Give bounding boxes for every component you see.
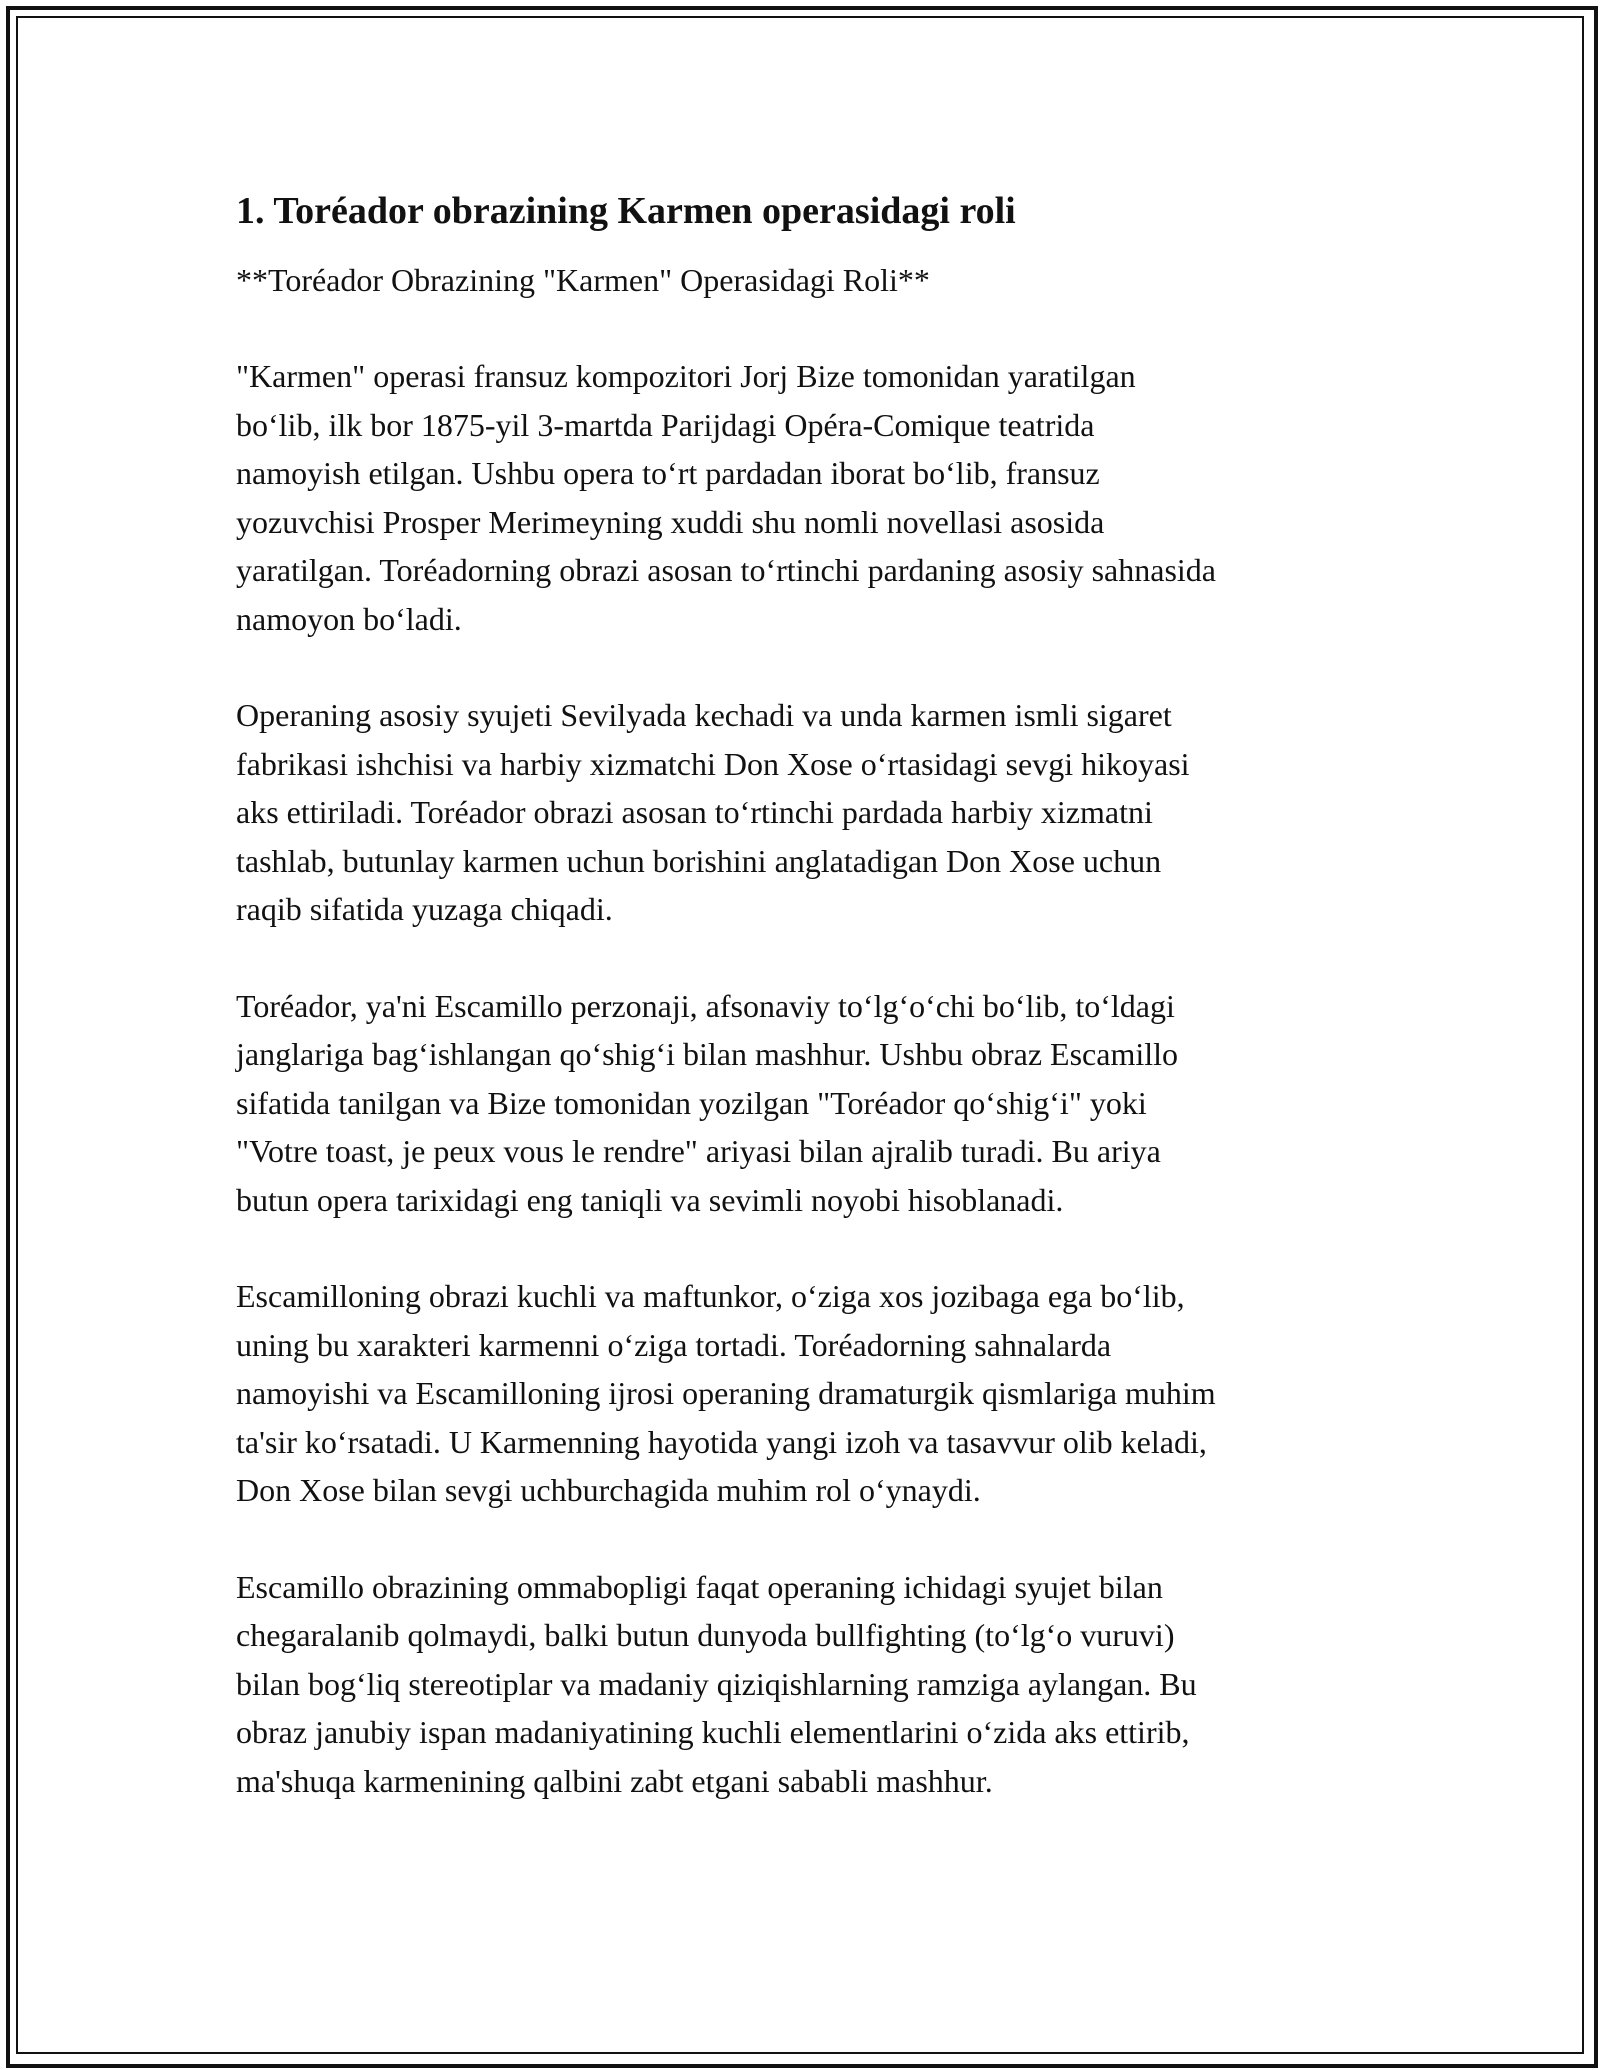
- paragraph-line: yaratilgan. Toréadorning obrazi asosan to‘rtinchi pardaning asosiy sahnasida: [236, 552, 1216, 588]
- paragraph-line: namoyon bo‘ladi.: [236, 600, 462, 637]
- paragraph-line: aks ettiriladi. Toréador obrazi asosan to‘rtinchi pardada harbiy xizmatni: [236, 794, 1153, 830]
- paragraph-line: uning bu xarakteri karmenni o‘ziga tortadi. Toréadorning sahnalarda: [236, 1326, 1112, 1363]
- paragraph-line: namoyishi va Escamilloning ijrosi operaning dramaturgik qismlariga muhim: [236, 1375, 1216, 1411]
- paragraph-line: Operaning asosiy syujeti Sevilyada kechadi va unda karmen ismli sigaret: [236, 697, 1172, 733]
- paragraph-line: Escamillo obrazining ommabopligi faqat operaning ichidagi syujet bilan: [236, 1568, 1163, 1605]
- paragraph-line: janglariga bag‘ishlangan qo‘shig‘i bilan mashhur. Ushbu obraz Escamillo: [236, 1036, 1178, 1072]
- paragraph-line: Don Xose bilan sevgi uchburchagida muhim rol o‘ynaydi.: [236, 1472, 981, 1508]
- paragraph-line: obraz janubiy ispan madaniyatining kuchli elementlarini o‘zida aks ettirib,: [236, 1714, 1190, 1750]
- paragraph-line: "Votre toast, je peux vous le rendre" ariyasi bilan ajralib turadi. Bu ariya: [236, 1133, 1161, 1169]
- paragraph-line: Toréador, ya'ni Escamillo perzonaji, afsonaviy to‘lg‘o‘chi bo‘lib, to‘ldagi: [236, 987, 1175, 1024]
- paragraph-line: raqib sifatida yuzaga chiqadi.: [236, 891, 613, 927]
- paragraph-line: sifatida tanilgan va Bize tomonidan yozilgan "Toréador qo‘shig‘i" yoki: [236, 1084, 1147, 1121]
- paragraph-1: [236, 352, 1376, 643]
- paragraph-line: bilan bog‘liq stereotiplar va madaniy qiziqishlarning ramziga aylangan. Bu: [236, 1665, 1197, 1702]
- document-body: [236, 186, 1376, 1853]
- paragraph-4: [236, 1272, 1376, 1515]
- paragraph-line: chegaralanib qolmaydi, balki butun dunyoda bullfighting (to‘lg‘o vuruvi): [236, 1617, 1175, 1653]
- paragraph-line: fabrikasi ishchisi va harbiy xizmatchi Don Xose o‘rtasidagi sevgi hikoyasi: [236, 745, 1190, 782]
- paragraph-line: ma'shuqa karmenining qalbini zabt etgani sababli mashhur.: [236, 1762, 993, 1799]
- document-heading: 1. Toréador obrazining Karmen operasidagi roli: [236, 190, 1016, 232]
- paragraph-line: tashlab, butunlay karmen uchun borishini anglatadigan Don Xose uchun: [236, 842, 1162, 879]
- paragraph-line: Escamilloning obrazi kuchli va maftunkor, o‘ziga xos jozibaga ega bo‘lib,: [236, 1278, 1185, 1314]
- paragraph-3: [236, 982, 1376, 1225]
- paragraph-line: yozuvchisi Prosper Merimeyning xuddi shu nomli novellasi asosida: [236, 503, 1105, 540]
- paragraph-line: butun opera tarixidagi eng taniqli va sevimli noyobi hisoblanadi.: [236, 1181, 1064, 1218]
- paragraph-5: [236, 1563, 1376, 1806]
- paragraph-line: bo‘lib, ilk bor 1875-yil 3-martda Parijdagi Opéra-Comique teatrida: [236, 406, 1095, 443]
- paragraph-line: namoyish etilgan. Ushbu opera to‘rt pardadan iborat bo‘lib, fransuz: [236, 455, 1100, 491]
- paragraph-2: [236, 691, 1376, 934]
- paragraph-line: ta'sir ko‘rsatadi. U Karmenning hayotida yangi izoh va tasavvur olib keladi,: [236, 1423, 1207, 1460]
- document-subheading: **Toréador Obrazining "Karmen" Operasidagi Roli**: [236, 262, 930, 298]
- paragraph-line: "Karmen" operasi fransuz kompozitori Jorj Bize tomonidan yaratilgan: [236, 358, 1136, 394]
